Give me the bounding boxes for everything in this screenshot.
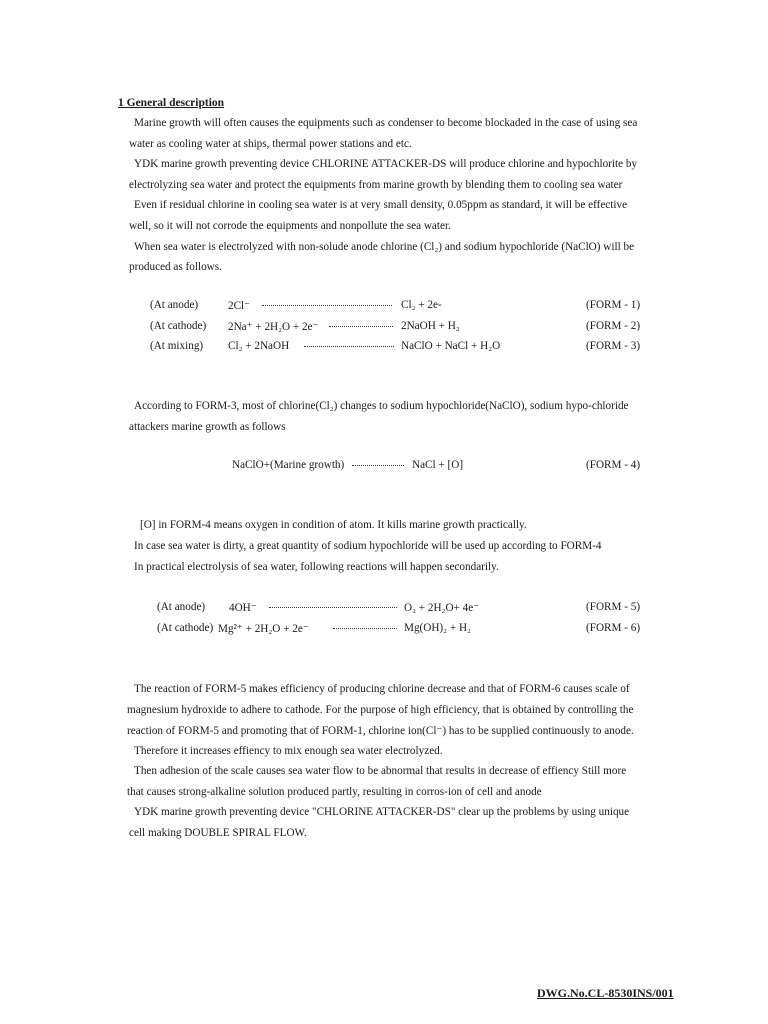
closing-line: YDK marine growth preventing device "CHLORINE ATTACKER-DS" clear up the problems by using unique [134, 806, 630, 818]
reaction-arrow [262, 305, 392, 306]
intro-line: water as cooling water at ships, thermal power stations and etc. [129, 138, 412, 150]
closing-line: Then adhesion of the scale causes sea water flow to be abnormal that results in decrease of effiency Still more [134, 765, 627, 777]
equation-right: 2NaOH + H₂ [401, 320, 460, 332]
closing-line: Therefore it increases effiency to mix enough sea water electrolyzed. [134, 745, 443, 757]
form-label: (FORM - 2) [586, 320, 641, 332]
equation-site: (At anode) [150, 299, 199, 311]
closing-line: magnesium hydroxide to adhere to cathode. For the purpose of high efficiency, that is obtained by controlling the [127, 704, 634, 716]
equation-left: Mg²⁺ + 2H₂O + 2e⁻ [218, 623, 309, 635]
intro-line: electrolyzing sea water and protect the equipments from marine growth by blending them to cooling sea water [129, 179, 623, 191]
reaction-arrow [329, 326, 393, 327]
reaction-arrow [333, 628, 397, 629]
form-label: (FORM - 1) [586, 299, 641, 311]
intro-line: When sea water is electrolyzed with non-solude anode chlorine (Cl₂) and sodium hypochloride (NaClO) will be [134, 241, 635, 253]
intro-line: Marine growth will often causes the equipments such as condenser to become blockaded in the case of using sea [134, 117, 638, 129]
equation-site: (At cathode) [150, 320, 207, 332]
equation-left: 4OH⁻ [229, 602, 257, 614]
intro-line: well, so it will not corrode the equipments and nonpollute the sea water. [129, 220, 451, 232]
equation-left: 2Na⁺ + 2H₂O + 2e⁻ [228, 321, 319, 333]
equation-right: Mg(OH)₂ + H₂ [404, 622, 471, 634]
form-label: (FORM - 4) [586, 459, 641, 471]
equation-right: O₂ + 2H₂O+ 4e⁻ [404, 602, 480, 614]
drawing-number: DWG.No.CL-8530INS/001 [537, 986, 674, 1000]
form-label: (FORM - 5) [586, 601, 641, 613]
form-label: (FORM - 6) [586, 622, 641, 634]
form3-line: According to FORM-3, most of chlorine(Cl₂) changes to sodium hypochloride(NaClO), sodium hypo-chloride [134, 400, 629, 412]
intro-line: YDK marine growth preventing device CHLORINE ATTACKER-DS will produce chlorine and hypochlorite by [134, 158, 638, 170]
closing-line: reaction of FORM-5 and promoting that of FORM-1, chlorine ion(Cl⁻) has to be supplied continuously to anode. [127, 725, 634, 737]
equation-left: NaClO+(Marine growth) [232, 459, 345, 471]
form3-line: attackers marine growth as follows [129, 421, 286, 433]
closing-line: cell making DOUBLE SPIRAL FLOW. [129, 827, 307, 839]
reaction-arrow [352, 465, 404, 466]
reaction-arrow [269, 607, 397, 608]
closing-line: that causes strong-alkaline solution produced partly, resulting in corros-ion of cell and anode [127, 786, 542, 798]
equation-site: (At mixing) [150, 340, 204, 352]
equation-site: (At anode) [157, 601, 206, 613]
equation-left: Cl₂ + 2NaOH [228, 340, 290, 352]
section-heading: 1 General description [118, 97, 225, 109]
intro-line: produced as follows. [129, 261, 222, 273]
oxygen-line: [O] in FORM-4 means oxygen in condition of atom. It kills marine growth practically. [140, 519, 527, 531]
oxygen-line: In case sea water is dirty, a great quantity of sodium hypochloride will be used up according to FORM-4 [134, 540, 602, 552]
form-label: (FORM - 3) [586, 340, 641, 352]
equation-right: Cl₂ + 2e- [401, 299, 442, 311]
reaction-arrow [304, 346, 394, 347]
oxygen-line: In practical electrolysis of sea water, following reactions will happen secondarily. [134, 561, 499, 573]
equation-right: NaClO + NaCl + H₂O [401, 340, 501, 352]
equation-site: (At cathode) [157, 622, 214, 634]
equation-right: NaCl + [O] [412, 459, 464, 471]
intro-line: Even if residual chlorine in cooling sea water is at very small density, 0.05ppm as standard, it will be effective [134, 199, 628, 211]
equation-left: 2Cl⁻ [228, 300, 251, 312]
closing-line: The reaction of FORM-5 makes efficiency of producing chlorine decrease and that of FORM-6 causes scale of [134, 683, 630, 695]
